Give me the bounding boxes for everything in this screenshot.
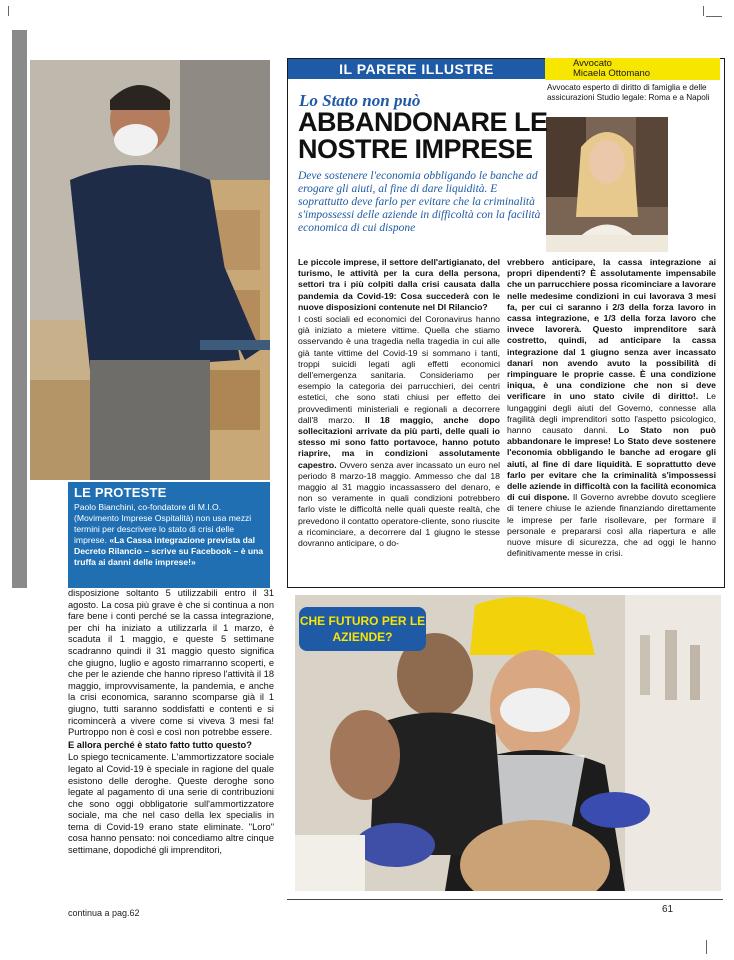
box-col2-1d: Le lungaggini degli aiuti del Governo, connesse alla fragilità degli imprenditori sotto l'aspetto psicologico, hanno causato danni. — [507, 391, 716, 436]
box-col1-para-2 — [298, 314, 500, 549]
page-number: 61 — [662, 904, 674, 915]
continued-note: continua a pag.62 — [68, 908, 140, 918]
margin-strip — [12, 30, 27, 588]
author-description: Avvocato esperto di diritto di famiglia e delle assicurazioni Studio legale: Roma e a Napoli — [547, 83, 710, 102]
article-kicker: Lo Stato non può — [299, 91, 421, 110]
box-col2-1f: Il Governo avrebbe dovuto scegliere di tenere chiuse le aziende finanziando direttamente le imprese per farle risollevare, per formare il personale e prepararsi così alla riapertura e alle nuove misure di sicurezza, che ad oggi le hanno definitivamente messe in crisi. — [507, 492, 716, 559]
footer-rule — [287, 899, 723, 900]
warehouse-photo — [30, 60, 270, 480]
author-name: Micaela Ottomano — [573, 68, 651, 79]
box-col1-para-1-text: Le piccole imprese, il settore dell'artigianato, del turismo, le attività per la cura della persona, settori tra i più colpiti dalla crisi causata dalla pandemia da Covid-19: Cosa succederà con le nuove disposizioni contenute nel Dl Rilancio? — [298, 257, 500, 312]
left-question-text: E allora perché è stato fatto tutto questo? — [68, 739, 252, 750]
box-col2-1a: vrebbero anticipare, la cassa integrazione ai propri dipendenti? — [507, 257, 716, 279]
box-col1-2a: I costi sociali ed economici del Coronavirus hanno già iniziato a mietere vittime. Quella che stiamo osservando è una tragedia nella tragedia in cui alle già tante vittime del Covid-19 si sommano i tanti, troppi suicidi legati agli effetti economici dell'emergenza sanitaria. — [298, 314, 500, 381]
sidebar-caption — [74, 502, 268, 568]
crop-mark-bottom-right — [706, 940, 707, 954]
box-col2-para — [507, 257, 716, 559]
crop-mark-top-right-h — [706, 16, 722, 17]
box-col2-1b: È assolutamente impensabile che un parrucchiere possa ricominciare a lavorare nelle medesime condizioni in cui lavorava 3 mesi fa, per cui ci saranno i 2/3 della forza lavoro in cassa integrazione, e 1/3 della forza lavoro che invece lavorerà. Questo imprenditore sarà costretto, quindi, ad anticipare la cassa integrazione dal 1 giugno senza aver incassato danari non avendo avuto la possibilità di rimpinguare le proprie casse. — [507, 268, 717, 380]
sidebar-caption-panel — [68, 482, 270, 588]
crop-mark-top-left — [8, 6, 9, 16]
author-label — [545, 58, 720, 80]
headline-line-1: ABBANDONARE LE — [298, 107, 548, 137]
warehouse-photo-art — [30, 60, 270, 480]
box-col2-1e: Lo Stato non può abbandonare le imprese! Lo Stato deve sostenere l'economia obbligando le banche ad erogare gli aiuti, al fine di dare liquidità. E soprattutto deve farlo per evitare che la criminalità s'impossessi delle aziende in difficoltà con la facilità economica di cui dispone. — [507, 425, 716, 503]
crop-mark-top-right — [703, 6, 704, 16]
sidebar-title: LE PROTESTE — [74, 485, 167, 500]
box-col2-1c: È una condizione iniqua, è una condizione che non si deve verificare in uno stato civile di diritto!. — [507, 369, 717, 402]
box-col1-para-1 — [298, 257, 500, 313]
left-question — [68, 740, 274, 752]
box-column-2 — [507, 257, 716, 560]
left-paragraph-2: Lo spiego tecnicamente. L'ammortizzatore sociale legato al Covid-19 è speciale in ragione del quale esistono delle deroghe. Queste deroghe sono legate al pagamento di una serie di contribuzioni che sono oggi obbligatorie sull'ammortizzatore sociale, ma che nel caso della lex specialis in tema di Covid-19 erano state eliminate. "Loro" cosa hanno pensato: noi concediamo altre cinque settimane, dopodiché gli imprenditori, — [68, 752, 274, 856]
box-col1-2b: Consideriamo per esempio la categoria dei parrucchieri, dei centri estetici, che sono stati chiusi per effetto dei provvedimenti ministeriali e regionali a decorrere dall'8 marzo. — [298, 370, 500, 425]
headline-line-2: NOSTRE IMPRESE — [298, 134, 533, 164]
author-portrait-art — [546, 117, 668, 252]
box-col1-2d: Ovvero senza aver incassato un euro nel periodo 8 marzo-18 maggio. Ammesso che dal 18 maggio al 31 maggio incassassero del denaro, e non so veramente in quali condizioni potrebbero farlo viste le difficoltà nelle quali queste realtà, che prevedono il contatto operatore-cliente, sono riuscite a ricominciare, a decorrere dal 1 giugno le stesse dovranno anticipare, o do- — [298, 459, 500, 549]
salon-question-label: CHE FUTURO PER LE AZIENDE? — [299, 607, 426, 651]
sidebar-caption-plain: Paolo Bianchini, co-fondatore di M.I.O. (Movimento Imprese Ospitalità) non usa mezzi termini per descrivere lo stato di crisi delle imprese. — [74, 502, 252, 545]
box-column-1 — [298, 257, 500, 550]
author-role: Avvocato — [573, 58, 612, 69]
sidebar-caption-quote: «La Cassa integrazione prevista dal Decreto Rilancio – scrive su Facebook – è una truffa ai danni delle imprese!» — [74, 535, 264, 567]
author-portrait — [546, 117, 668, 252]
article-headline — [298, 109, 548, 163]
left-paragraph-1: disposizione soltanto 5 utilizzabili entro il 31 agosto. La cosa più grave è che si continua a non fare bene i conti perché se la cassa integrazione, per chi ha iniziato a utilizzarla il 1 marzo, è scaduta il 1 maggio, e queste 5 settimane scadranno quindi il 31 maggio questo significa che giugno, luglio e agosto rimarranno scoperti, e che per le aziende che hanno ripreso l'attività il 18 maggio, improvvisamente, la pandemia, e anche la crisi economica, saranno scomparse già il 1 giugno, tutti saranno soddisfatti e contenti e si ricomincerà a vivere come si viveva 3 mesi fa! Purtroppo non è così e così non potrebbe essere. — [68, 588, 274, 738]
opinion-banner: IL PARERE ILLUSTRE — [288, 59, 545, 79]
box-col1-2c: Il 18 maggio, anche dopo sollecitazioni arrivate da più parti, delle quali io stesso mi sono fatto portavoce, hanno potuto riaprire, ma in condizioni assolutamente capestro. — [298, 414, 500, 470]
article-deck: Deve sostenere l'economia obbligando le banche ad erogare gli aiuti, al fine di dare liquidità. E soprattutto deve farlo per evitare che la criminalità s'impossessi delle aziende in difficoltà con la facilità economica di cui dispone — [298, 170, 541, 234]
left-column-text — [68, 588, 274, 858]
